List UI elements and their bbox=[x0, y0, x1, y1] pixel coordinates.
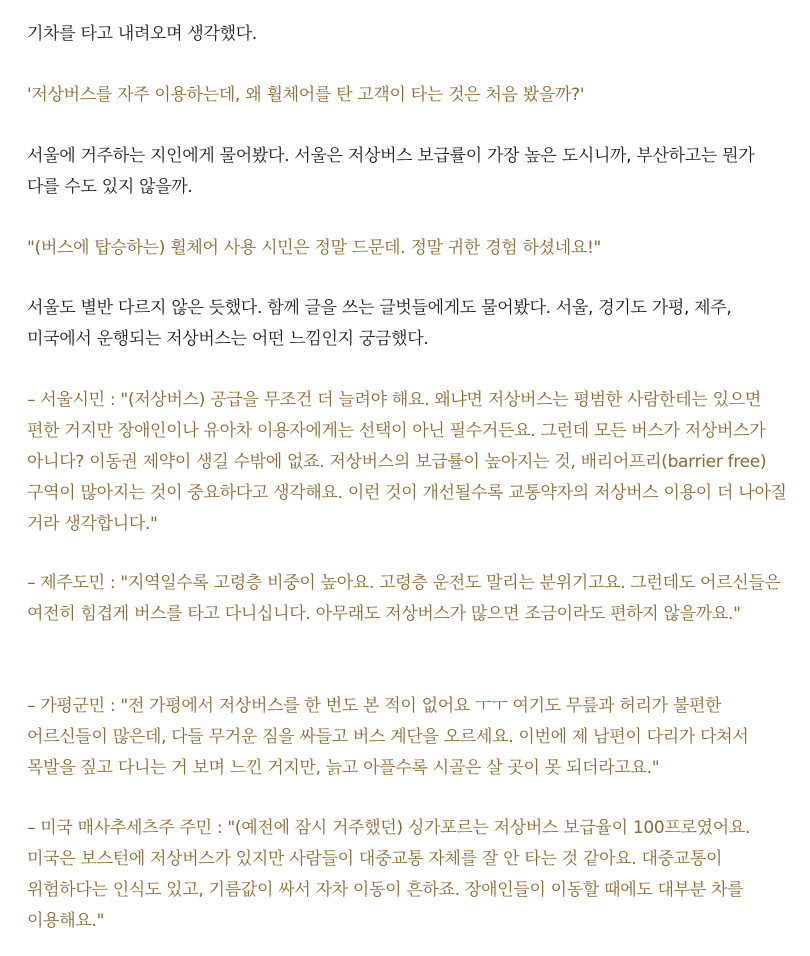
paragraph-narration-2: 서울에 거주하는 지인에게 물어봤다. 서울은 저상버스 보급률이 가장 높은 도시니까, 부산하고는 뭔가 다를 수도 있지 않을까. bbox=[27, 146, 755, 197]
paragraph-narration-3: 서울도 별반 다르지 않은 듯했다. 함께 글을 쓰는 글벗들에게도 물어봤다. 서울, 경기도 가평, 제주, 미국에서 운행되는 저상버스는 어떤 느낌인지 궁금했다. bbox=[27, 298, 732, 349]
paragraph-quote-gapyeong-resident: – 가평군민 : "전 가평에서 저상버스를 한 번도 본 적이 없어요 ㅜㅜ 여기도 무릎과 허리가 불편한 어르신들이 많은데, 다들 무거운 짐을 싸들고 버스 계단을 오르세요. 이번에 제 남편이 다리가 다쳐서 목발을 짚고 다니는 거 보며 느낀 거지만, 늙고 아플수록 시골은 살 곳이 못 되더라고요." bbox=[27, 696, 749, 778]
paragraph-quote-acquaintance: "(버스에 탑승하는) 휠체어 사용 시민은 정말 드문데. 정말 귀한 경험 하셨네요!" bbox=[27, 238, 602, 258]
paragraph-quote-jeju-resident: – 제주도민 : "지역일수록 고령층 비중이 높아요. 고령층 운전도 말리는 분위기고요. 그런데도 어르신들은 여전히 힘겹게 버스를 타고 다니십니다. 아무래도 저상버스가 많으면 조금이라도 편하지 않을까요." bbox=[27, 573, 781, 624]
paragraph-narration-1: 기차를 타고 내려오며 생각했다. bbox=[27, 24, 258, 44]
paragraph-quote-thought: '저상버스를 자주 이용하는데, 왜 휠체어를 탄 고객이 타는 것은 처음 봤을까?' bbox=[27, 85, 585, 105]
paragraph-quote-seoul-citizen: – 서울시민 : "(저상버스) 공급을 무조건 더 늘려야 해요. 왜냐면 저상버스는 평범한 사람한테는 있으면 편한 거지만 장애인이나 유아차 이용자에게는 선택이 아닌 필수거든요. 그런데 모든 버스가 저상버스가 아니다? 이동권 제약이 생길 수밖에 없죠. 저상버스의 보급률이 높아지는 것, 배리어프리(barrier free) 구역이 많아지는 것이 중요하다고 생각해요. 이런 것이 개선될수록 교통약자의 저상버스 이용이 더 나아질 거라 생각합니다." bbox=[27, 390, 787, 534]
paragraph-quote-massachusetts-resident: – 미국 매사추세츠주 주민 : "(예전에 잠시 거주했던) 싱가포르는 저상버스 보급율이 100프로였어요. 미국은 보스턴에 저상버스가 있지만 사람들이 대중교통 자체를 잘 안 타는 것 같아요. 대중교통이 위험하다는 인식도 있고, 기름값이 싸서 자차 이동이 흔하죠. 장애인들이 이동할 때에도 대부분 차를 이용해요." bbox=[27, 818, 751, 931]
